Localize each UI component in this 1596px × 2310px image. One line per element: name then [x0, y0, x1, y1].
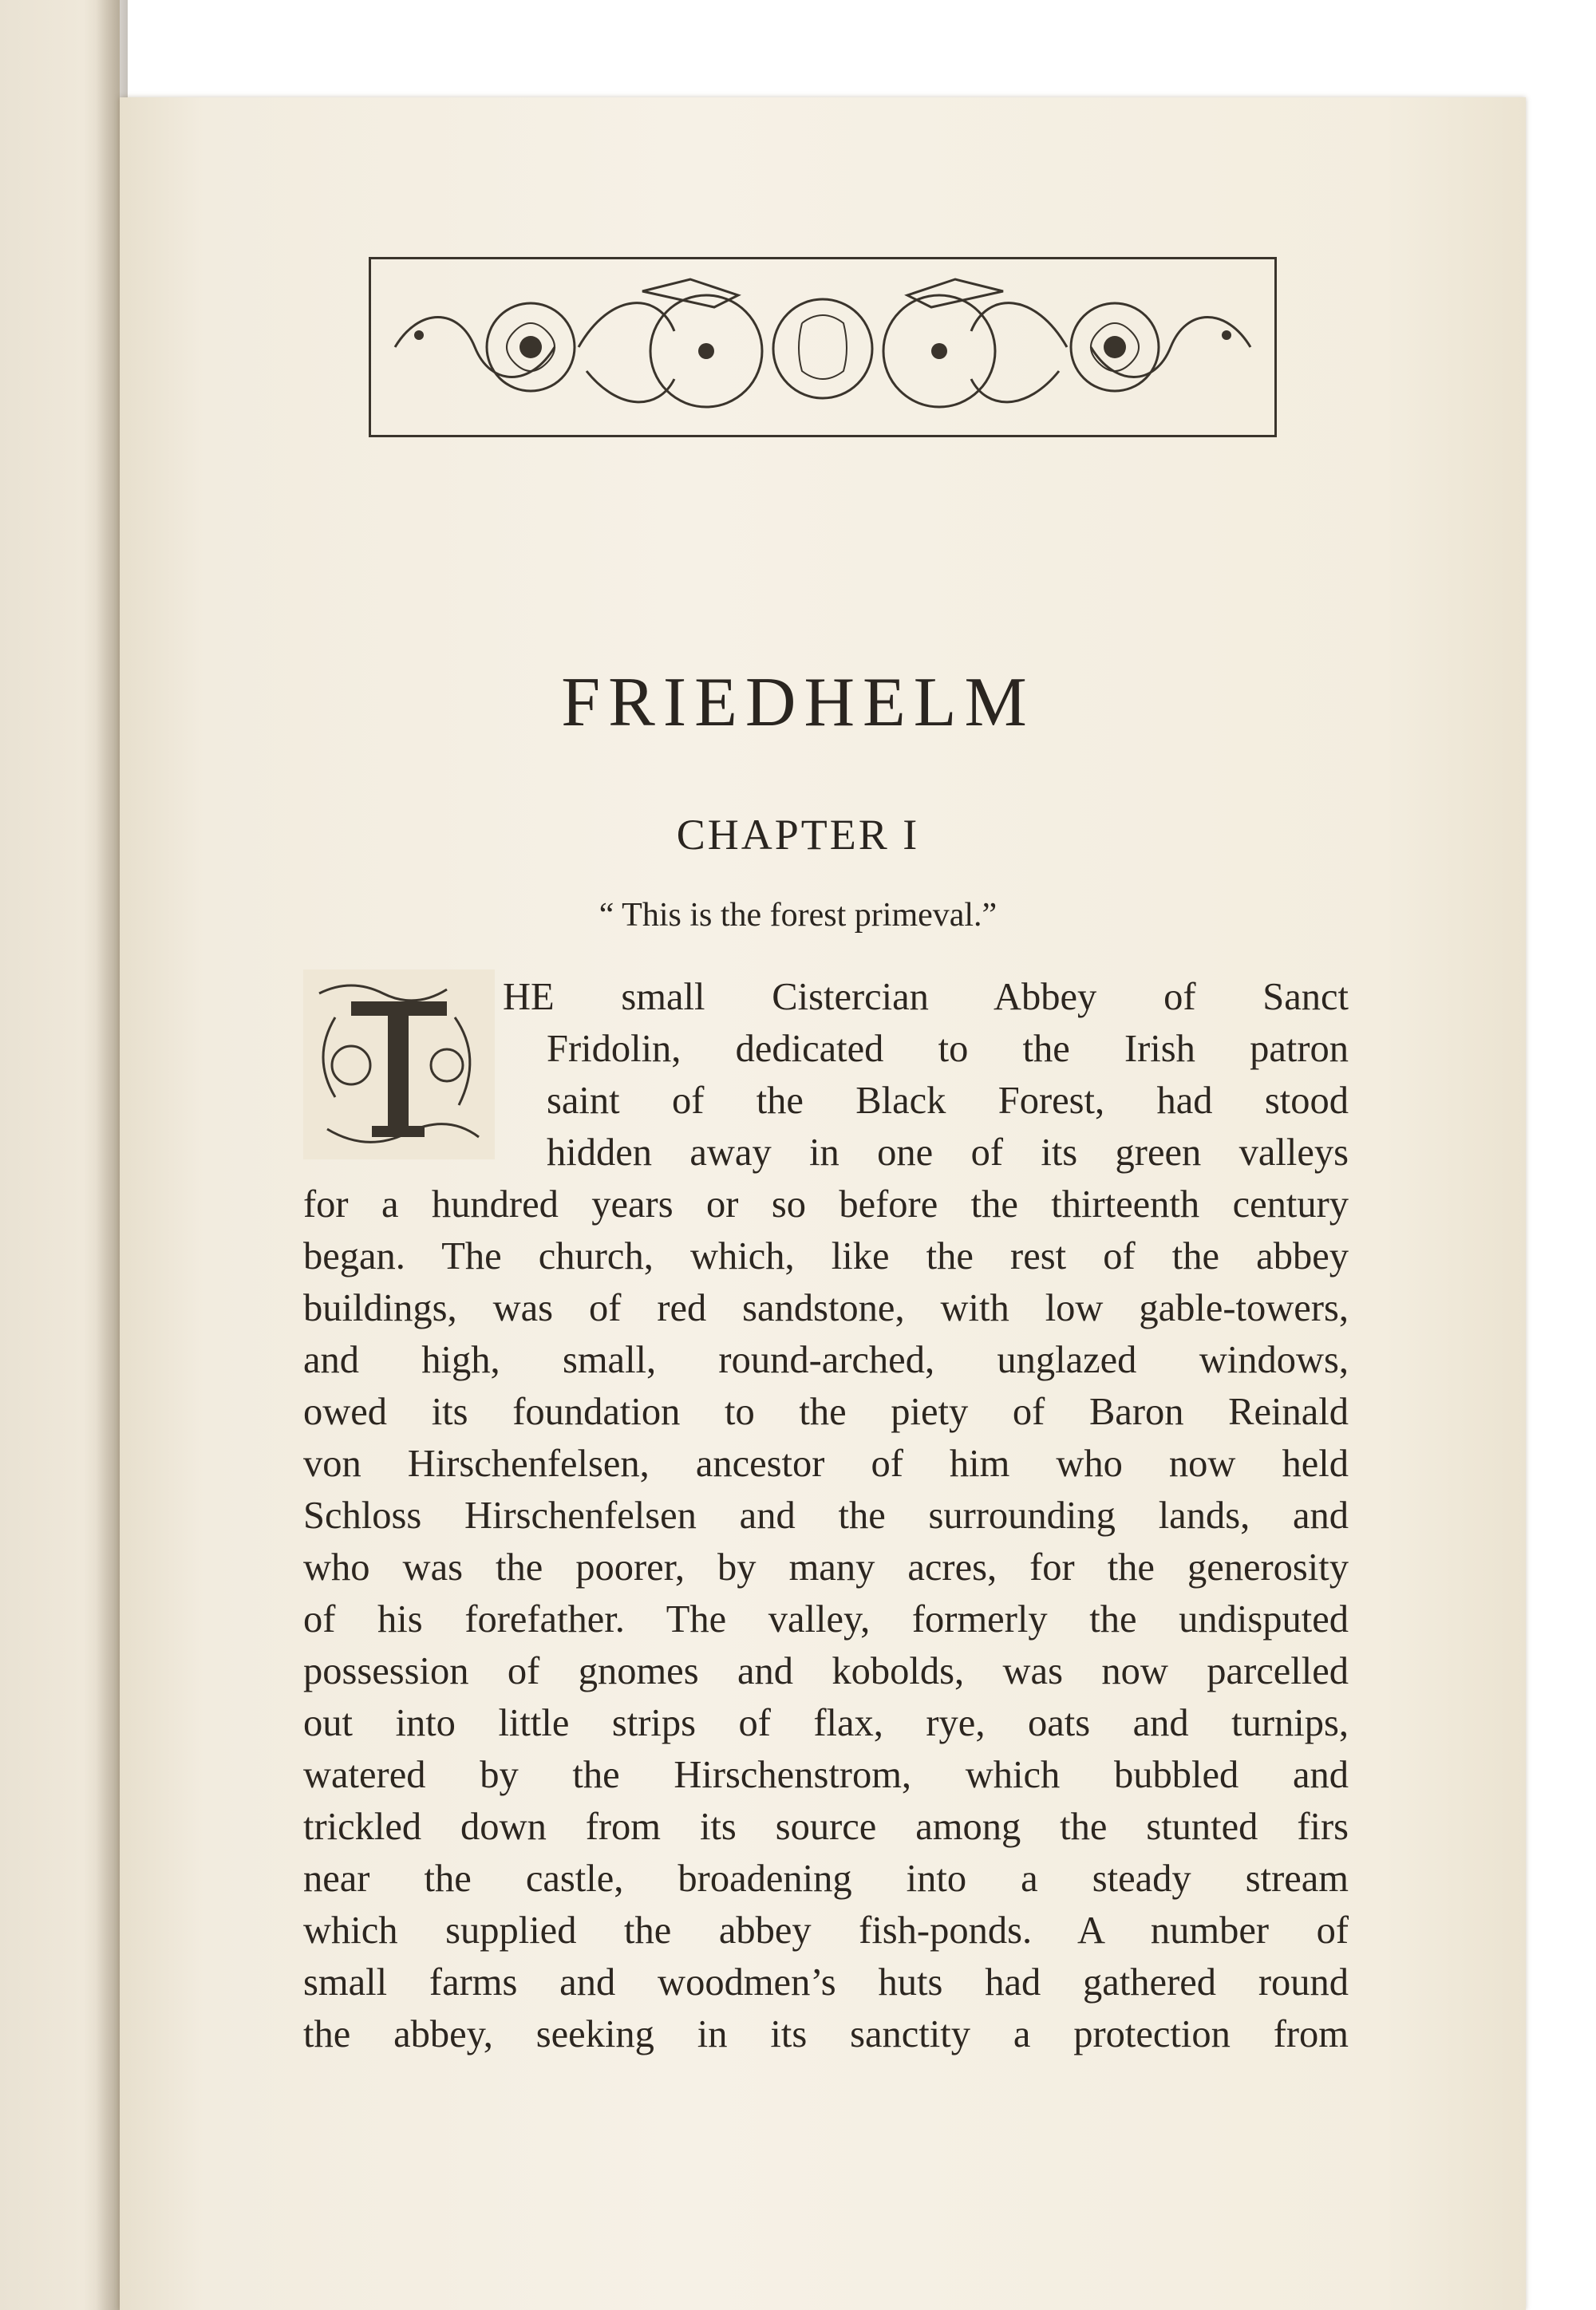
text-line: for a hundred years or so before the thirteenth century	[303, 1183, 1349, 1226]
text-line: of his forefather. The valley, formerly the undisputed	[303, 1598, 1349, 1641]
text-line: Fridolin, dedicated to the Irish patron	[547, 1028, 1349, 1070]
dropcap-ornament-icon	[303, 969, 495, 1159]
text-line: hidden away in one of its green valleys	[547, 1131, 1349, 1174]
text-line: the abbey, seeking in its sanctity a protection from	[303, 2013, 1349, 2055]
text-line: saint of the Black Forest, had stood	[547, 1080, 1349, 1122]
illuminated-dropcap	[303, 969, 495, 1159]
text-line: out into little strips of flax, rye, oats and turnips,	[303, 1702, 1349, 1744]
text-line: which supplied the abbey fish-ponds. A number of	[303, 1909, 1349, 1952]
text-line: near the castle, broadening into a steady stream	[303, 1858, 1349, 1900]
text-line: possession of gnomes and kobolds, was now parcelled	[303, 1650, 1349, 1692]
ornament-scrollwork-icon	[371, 259, 1274, 435]
epigraph: “ This is the forest primeval.”	[598, 897, 998, 934]
text-line: buildings, was of red sandstone, with low gable-towers,	[303, 1287, 1349, 1329]
book-title: FRIEDHELM	[561, 664, 1035, 741]
chapter-heading: CHAPTER I	[676, 811, 920, 859]
text-line: began. The church, which, like the rest of the abbey	[303, 1235, 1349, 1277]
text-line: small farms and woodmen’s huts had gathered round	[303, 1961, 1349, 2004]
text-line: watered by the Hirschenstrom, which bubbled and	[303, 1754, 1349, 1796]
text-line: owed its foundation to the piety of Baron Reinald	[303, 1391, 1349, 1433]
headpiece-ornament	[369, 257, 1277, 437]
text-line: trickled down from its source among the stunted firs	[303, 1806, 1349, 1848]
text-line: and high, small, round-arched, unglazed windows,	[303, 1339, 1349, 1381]
text-line: von Hirschenfelsen, ancestor of him who now held	[303, 1443, 1349, 1485]
text-line: HE small Cistercian Abbey of Sanct	[503, 976, 1349, 1018]
text-line: who was the poorer, by many acres, for the generosity	[303, 1546, 1349, 1589]
text-line: Schloss Hirschenfelsen and the surrounding lands, and	[303, 1495, 1349, 1537]
